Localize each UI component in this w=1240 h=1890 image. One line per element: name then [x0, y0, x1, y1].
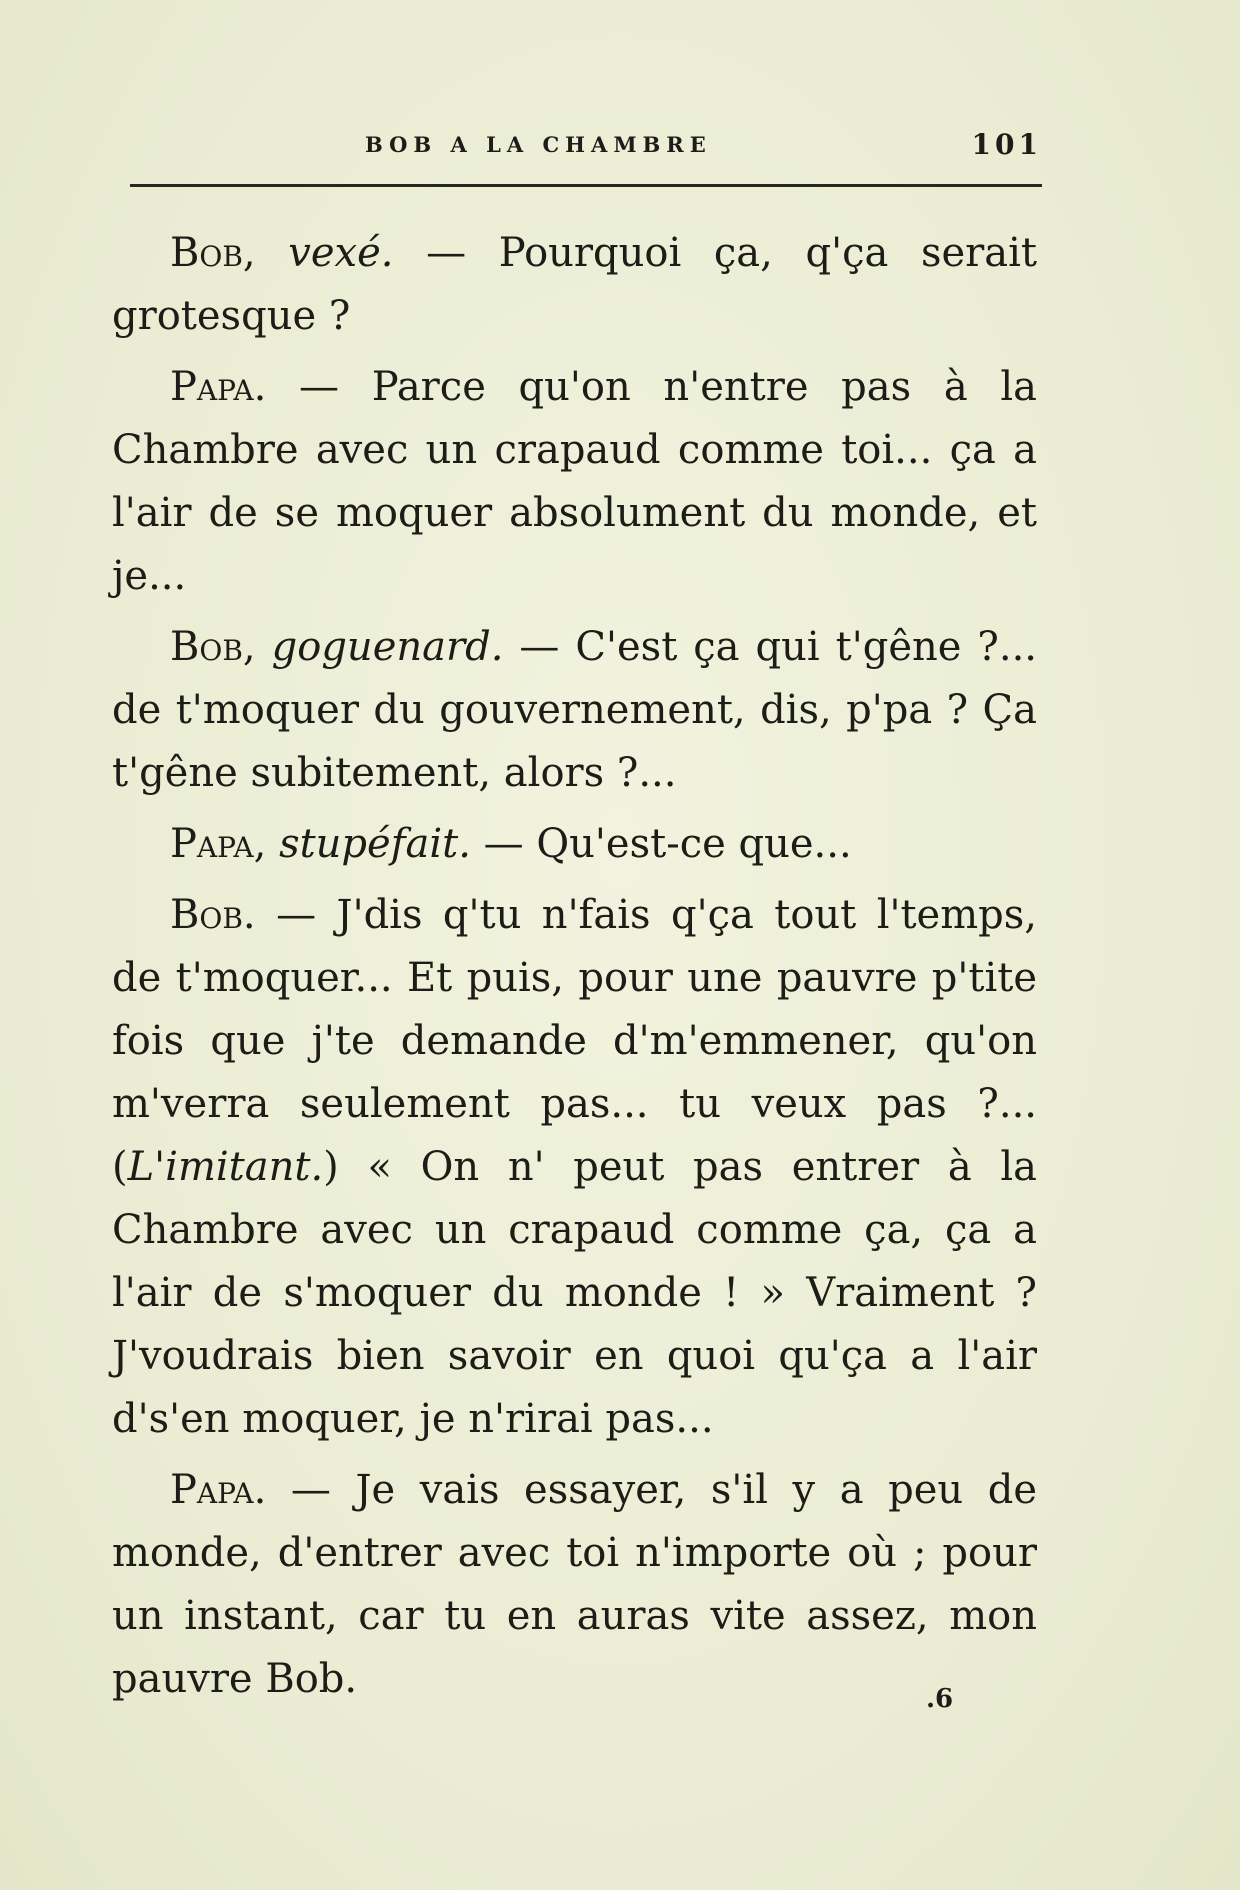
dialogue-paragraph — [112, 884, 1037, 1451]
dialogue-line: — Je vais essayer, s'il y a peu de monde, d'entrer avec toi n'importe où ; pour un instant, car tu en auras vite assez, mon pauvre Bob. — [112, 1467, 1037, 1702]
speaker-name: Papa. — [170, 364, 267, 410]
dialogue-paragraph — [112, 813, 1037, 876]
dialogue-paragraph — [112, 222, 1037, 348]
dialogue-line: — Parce qu'on n'entre pas à la Chambre avec un crapaud comme toi... ça a l'air de se moquer absolument du monde, et je... — [112, 364, 1038, 599]
dialogue-line: — Pourquoi ça, q'ça serait grotesque ? — [112, 230, 1038, 339]
dialogue-paragraph — [112, 1459, 1037, 1711]
dialogue-paragraph — [112, 616, 1037, 805]
dialogue-text — [112, 222, 1037, 1719]
dialogue-line: — J'dis q'tu n'fais q'ça tout l'temps, de t'moquer... Et puis, pour une pauvre p'tite fois que j'te demande d'm'emmener, qu'on m'verra seulement pas... tu veux pas ?... ( — [112, 892, 1038, 1190]
stage-direction: vexé. — [288, 230, 394, 276]
dialogue-line: — Qu'est-ce que... — [483, 821, 852, 867]
speaker-name: Bob, — [170, 230, 256, 276]
speaker-name: Papa, — [170, 821, 267, 867]
signature-mark: .6 — [926, 1684, 954, 1714]
page-number: 101 — [971, 128, 1042, 161]
dialogue-line: — C'est ça qui t'gêne ?... de t'moquer du gouvernement, dis, p'pa ? Ça t'gêne subitement, alors ?... — [112, 624, 1038, 796]
stage-direction: stupéfait. — [279, 821, 471, 867]
running-title: BOB A LA CHAMBRE — [365, 132, 712, 157]
stage-direction: goguenard. — [271, 624, 504, 670]
speaker-name: Papa. — [170, 1467, 267, 1513]
header-rule — [130, 184, 1042, 187]
page-header — [130, 128, 1042, 168]
speaker-name: Bob. — [170, 892, 256, 938]
dialogue-line: ) « On n' peut pas entrer à la Chambre avec un crapaud comme ça, ça a l'air de s'moquer du monde ! » Vraiment ? J'voudrais bien savoir en quoi qu'ça a l'air d's'en moquer, je n'rirai pas... — [112, 1144, 1037, 1442]
inline-stage-direction: L'imitant. — [127, 1144, 324, 1190]
speaker-name: Bob, — [170, 624, 256, 670]
dialogue-paragraph — [112, 356, 1037, 608]
